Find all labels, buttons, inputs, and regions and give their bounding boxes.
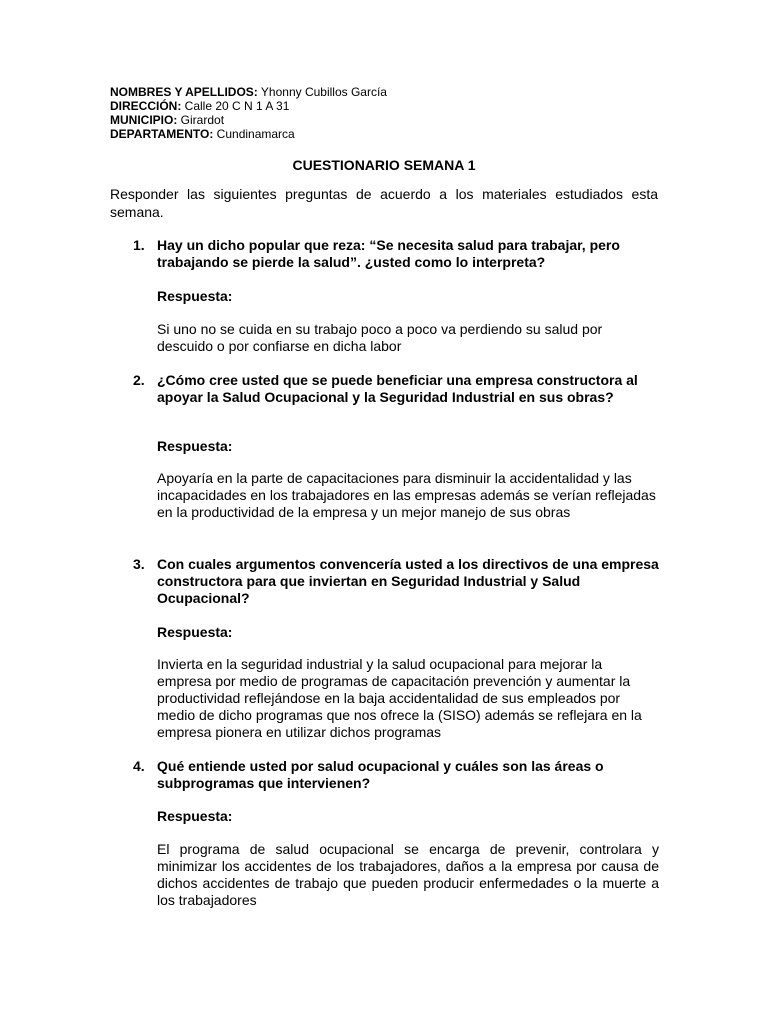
municipality-label: MUNICIPIO: — [110, 113, 178, 127]
response-label: Respuesta: — [157, 288, 233, 304]
answer-3: Invierta en la seguridad industrial y la salud ocupacional para mejorar la empresa por medio de programas de capacitación prevención y aumentar la productividad reflejándose en la baja accidentalidad de sus empleados por medio de dicho programas que nos ofrece la (SISO) además se reflejara en la empresa pionera en utilizar dichos programas — [157, 656, 642, 740]
address-label: DIRECCIÓN: — [110, 99, 182, 113]
department-value: Cundinamarca — [213, 127, 295, 141]
question-number: 2. — [133, 372, 145, 388]
name-value: Yhonny Cubillos García — [257, 85, 387, 99]
response-label: Respuesta: — [157, 438, 233, 454]
question-text: Qué entiende usted por salud ocupacional y cuáles son las áreas o subprogramas que intervienen? — [157, 758, 604, 791]
municipality-line — [110, 113, 387, 127]
address-line — [110, 99, 387, 113]
name-line — [110, 85, 387, 99]
answer-1: Si uno no se cuida en su trabajo poco a poco va perdiendo su salud por descuido o por confiarse en dicha labor — [157, 321, 603, 354]
page-title: CUESTIONARIO SEMANA 1 — [292, 157, 476, 173]
response-label: Respuesta: — [157, 808, 233, 824]
question-text: Hay un dicho popular que reza: “Se necesita salud para trabajar, pero trabajando se pierde la salud”. ¿usted como lo interpreta? — [157, 237, 620, 270]
answer-2: Apoyaría en la parte de capacitaciones para disminuir la accidentalidad y las incapacidades en los trabajadores en las empresas además se verían reflejadas en la productividad de la empresa y un mejor manejo de sus obras — [157, 470, 656, 520]
answer-4: El programa de salud ocupacional se encarga de prevenir, controlara y minimizar los accidentes de los trabajadores, daños a la empresa por causa de dichos accidentes de trabajo que pueden producir enfermedades o la muerte a los trabajadores — [157, 841, 659, 908]
question-1 — [110, 237, 660, 271]
department-label: DEPARTAMENTO: — [110, 127, 214, 141]
question-text: ¿Cómo cree usted que se puede beneficiar una empresa constructora al apoyar la Salud Ocupacional y la Seguridad Industrial en sus obras? — [157, 372, 638, 405]
question-4 — [110, 758, 660, 792]
question-2 — [110, 372, 660, 406]
municipality-value: Girardot — [177, 113, 225, 127]
intro-paragraph: Responder las siguientes preguntas de acuerdo a los materiales estudiados esta semana. — [110, 186, 658, 220]
question-number: 4. — [133, 758, 145, 774]
question-text: Con cuales argumentos convencería usted a los directivos de una empresa constructora para que inviertan en Seguridad Industrial y Salud Ocupacional? — [157, 556, 659, 606]
response-label: Respuesta: — [157, 624, 233, 640]
question-number: 3. — [133, 556, 145, 572]
department-line — [110, 127, 387, 141]
address-value: Calle 20 C N 1 A 31 — [181, 99, 290, 113]
question-number: 1. — [133, 237, 145, 253]
name-label: NOMBRES Y APELLIDOS: — [110, 85, 258, 99]
question-3 — [110, 556, 660, 607]
personal-info-block — [110, 85, 387, 141]
